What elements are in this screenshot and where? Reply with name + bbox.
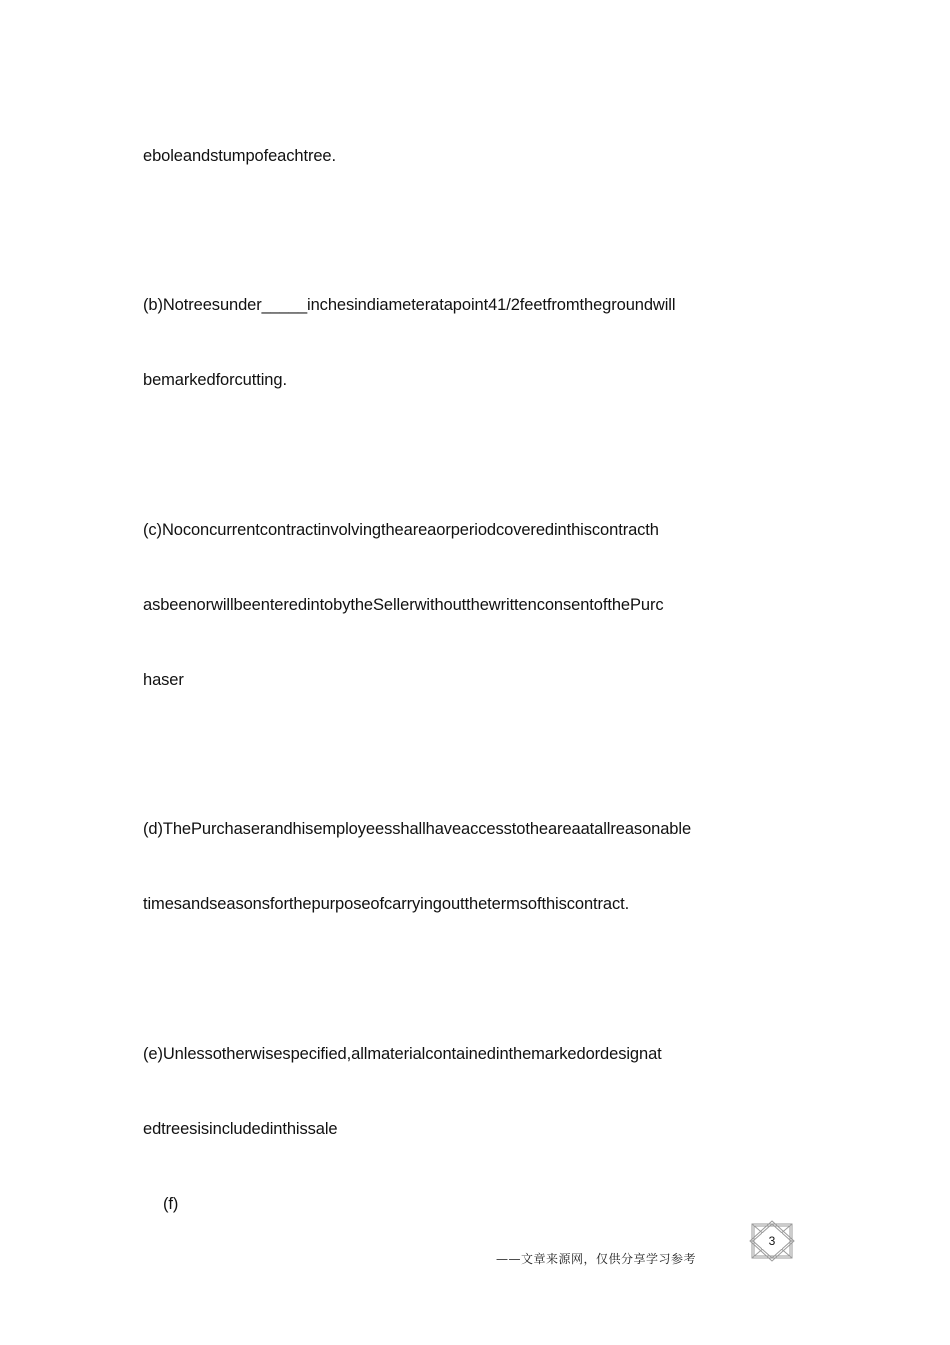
page-number: 3	[768, 1234, 776, 1248]
page-number-badge	[746, 1219, 798, 1263]
text-line-1: eboleandstumpofeachtree.	[143, 147, 336, 165]
text-line-6: haser	[143, 671, 184, 689]
text-line-9: (e)Unlessotherwisespecified,allmaterialcontainedinthemarkedordesignat	[143, 1045, 662, 1063]
text-line-5: asbeenorwillbeenteredintobytheSellerwithoutthewrittenconsentofthePurc	[143, 596, 664, 614]
text-line-4: (c)Noconcurrentcontractinvolvingtheareaorperiodcoveredinthiscontracth	[143, 521, 659, 539]
text-line-8: timesandseasonsforthepurposeofcarryingoutthetermsofthiscontract.	[143, 895, 630, 913]
text-line-7: (d)ThePurchaserandhisemployeesshallhaveaccesstotheareaatallreasonable	[143, 820, 692, 838]
text-line-10: edtreesisincludedinthissale	[143, 1120, 338, 1138]
text-line-2: (b)Notreesunder_____inchesindiameteratapoint41/2feetfromthegroundwill	[143, 296, 676, 314]
text-line-3: bemarkedforcutting.	[143, 371, 287, 389]
text-line-11: (f)	[163, 1195, 179, 1213]
footer-source-note: ——文章来源网，仅供分享学习参考	[496, 1252, 697, 1266]
